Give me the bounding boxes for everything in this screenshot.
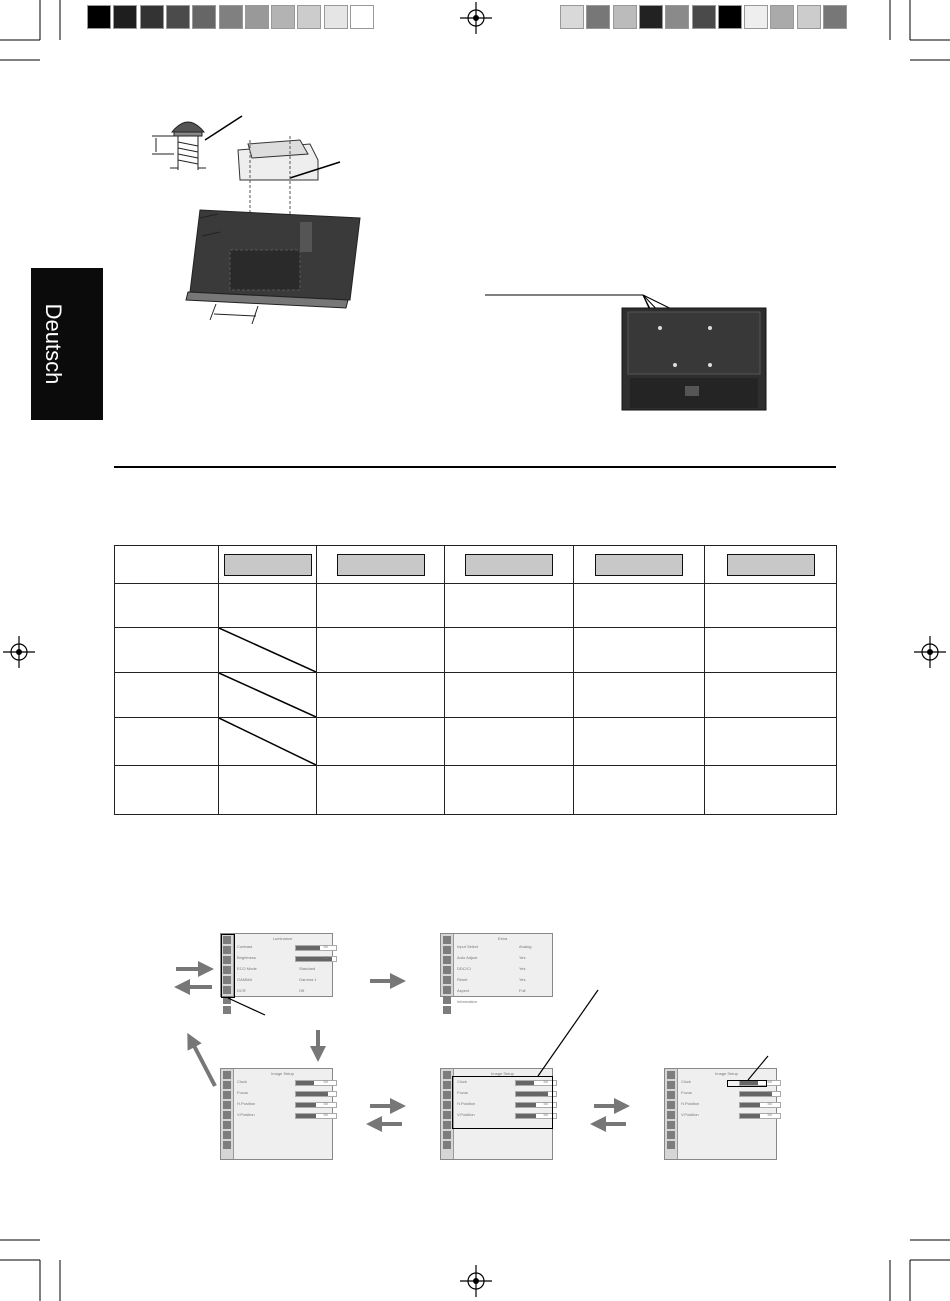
menu-item: DCR Off (237, 988, 305, 993)
menu-item: Focus 50 (681, 1090, 772, 1096)
menu-item: V.Position 50 (237, 1112, 328, 1118)
menu-item: H.Position 50 (457, 1101, 548, 1107)
menu-title: Image Setup (271, 1071, 294, 1076)
up-left-arrow-icon (191, 1040, 215, 1086)
menu-item: Clock 50 (457, 1079, 548, 1085)
menu-title: Luminance (272, 936, 293, 941)
menu-item: V.Position 50 (457, 1112, 548, 1118)
menu-item: Input Select Analog (457, 944, 532, 949)
menu-item: Auto Adjust Yes (457, 955, 526, 960)
menu-item: Contrast 50 (237, 944, 328, 950)
menu-item: GAMMA Gamma 1 (237, 977, 317, 982)
menu-item: Focus 50 (237, 1090, 328, 1096)
menu-item: Clock 50 (681, 1079, 772, 1085)
menu-item: Brightness 90 (237, 955, 328, 961)
menu-item: Aspect Full (457, 988, 526, 993)
menu-title: Image Setup (715, 1071, 738, 1076)
menu-item: Information (457, 999, 478, 1004)
menu-title: Image Setup (491, 1071, 514, 1076)
menu-item: H.Position 50 (237, 1101, 328, 1107)
menu-title: Extra (497, 936, 508, 941)
menu-item: Clock 50 (237, 1079, 328, 1085)
menu-item: H.Position 50 (681, 1101, 772, 1107)
menu-item: V.Position 50 (681, 1112, 772, 1118)
language-tab-label: Deutsch (41, 303, 66, 385)
menu-item: Reset Yes (457, 977, 526, 982)
menu-item: DDC/CI Yes (457, 966, 526, 971)
menu-item: Focus 50 (457, 1090, 548, 1096)
menu-item: ECO Mode Standard (237, 966, 316, 971)
